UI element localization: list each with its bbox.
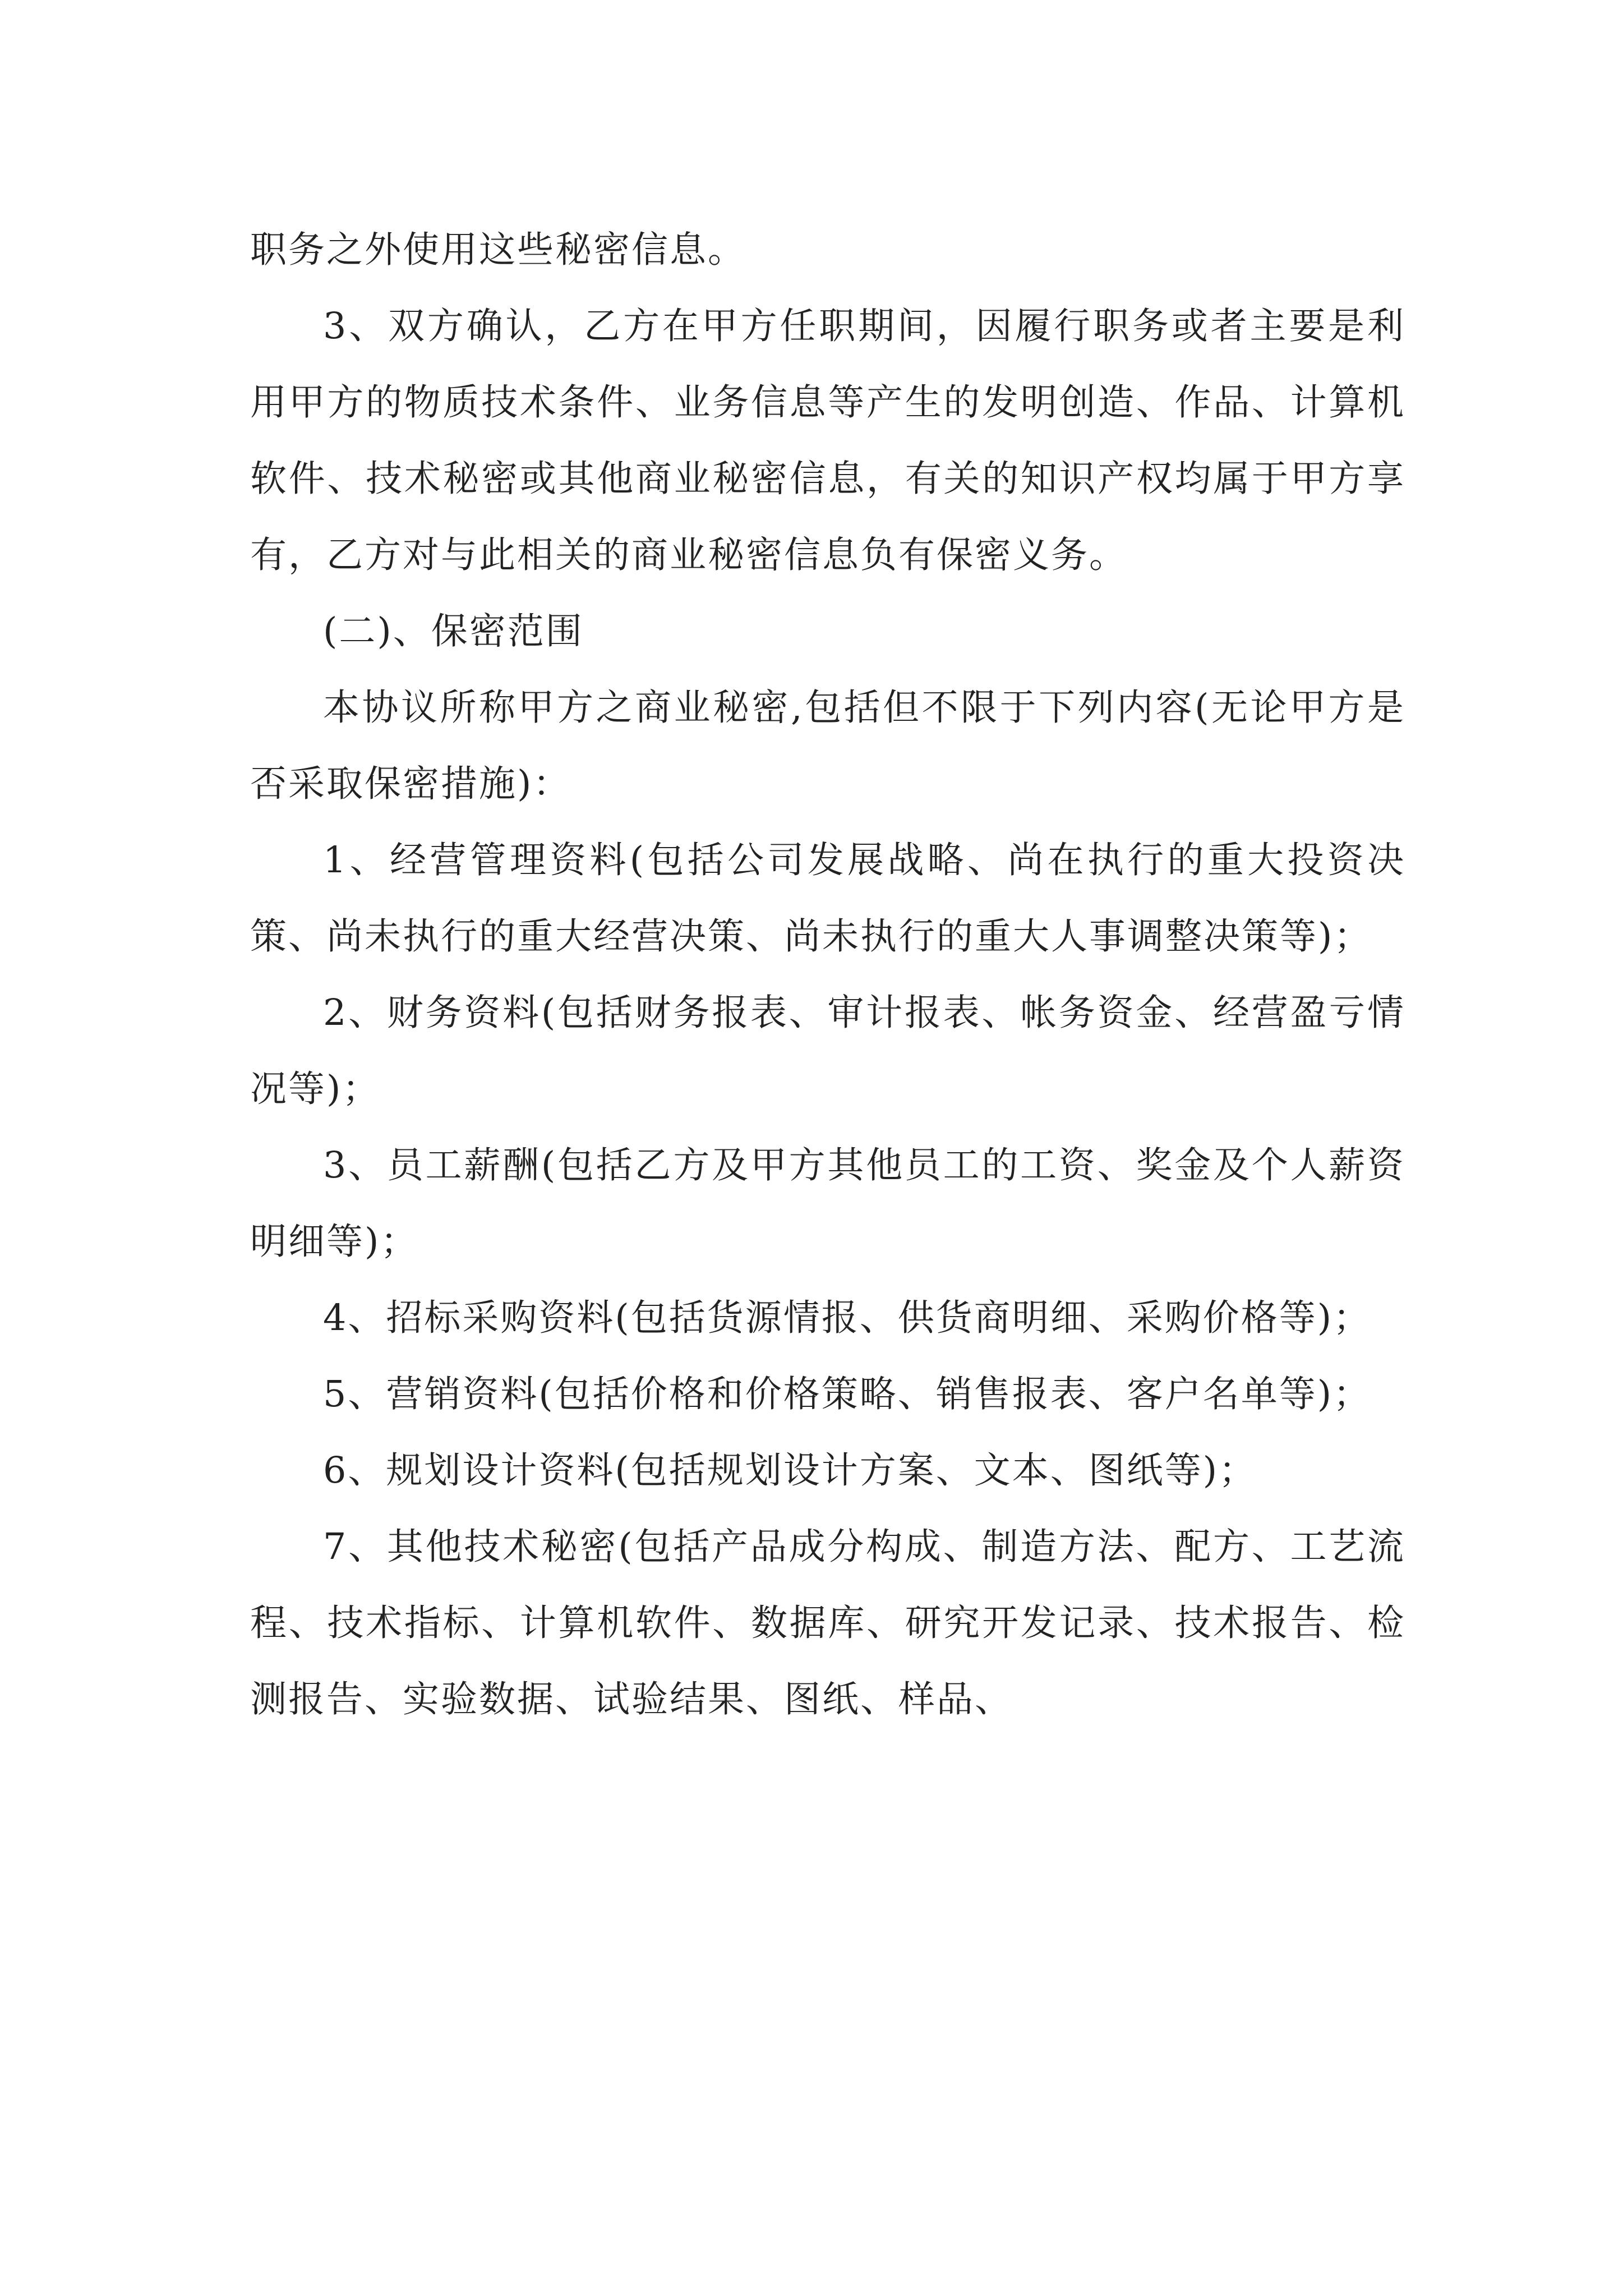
list-item-technical: 7、其他技术秘密(包括产品成分构成、制造方法、配方、工艺流程、技术指标、计算机软件、数据库、研究开发记录、技术报告、检测报告、实验数据、试验结果、图纸、样品、 (250, 1526, 1405, 1720)
paragraph-clause-3-ip-ownership: 3、双方确认，乙方在甲方任职期间，因履行职务或者主要是利用甲方的物质技术条件、业务信息等产生的发明创造、作品、计算机软件、技术秘密或其他商业秘密信息，有关的知识产权均属于甲方享有，乙方对与此相关的商业秘密信息负有保密义务。 (250, 305, 1405, 576)
section-heading-scope: (二)、保密范围 (323, 610, 584, 652)
list-item-salary: 3、员工薪酬(包括乙方及甲方其他员工的工资、奖金及个人薪资明细等)； (250, 1144, 1405, 1263)
list-item-management: 1、经营管理资料(包括公司发展战略、尚在执行的重大投资决策、尚未执行的重大经营决策、尚未执行的重大人事调整决策等)； (250, 839, 1405, 958)
list-item-marketing: 5、营销资料(包括价格和价格策略、销售报表、客户名单等)； (323, 1373, 1372, 1415)
paragraph-scope-intro: 本协议所称甲方之商业秘密,包括但不限于下列内容(无论甲方是否采取保密措施)： (250, 687, 1405, 805)
document-body (250, 212, 1405, 1738)
paragraph-continuation: 职务之外使用这些秘密信息。 (250, 229, 746, 271)
list-item-finance: 2、财务资料(包括财务报表、审计报表、帐务资金、经营盈亏情况等)； (250, 992, 1405, 1110)
list-item-procurement: 4、招标采购资料(包括货源情报、供货商明细、采购价格等)； (323, 1297, 1372, 1339)
list-item-planning: 6、规划设计资料(包括规划设计方案、文本、图纸等)； (323, 1450, 1257, 1492)
